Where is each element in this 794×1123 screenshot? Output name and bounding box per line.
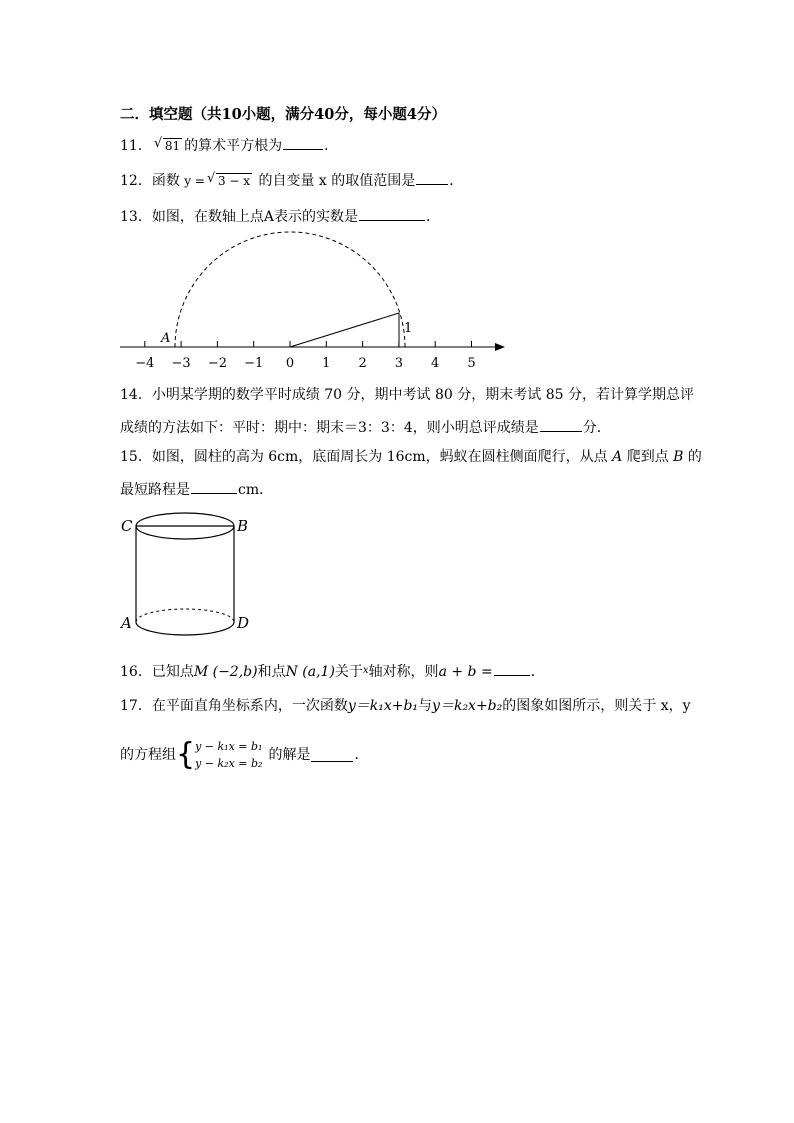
q14-text: 成绩的方法如下：平时：期中：期末＝3：3：4，则小明总评成绩是 (120, 420, 539, 436)
label-c: C (121, 517, 133, 535)
label-b: B (237, 517, 249, 535)
axis-arrow (495, 343, 505, 351)
q12-number: 12． (120, 173, 152, 189)
q17-end: ． (354, 747, 369, 763)
x-axis-symbol: x (362, 665, 369, 676)
q12-end: ． (449, 173, 464, 189)
question-14-line1: 14．小明某学期的数学平时成绩 70 分，期中考试 80 分，期末考试 85 分，若计算学期总评 (120, 387, 694, 403)
tick-label: −3 (171, 356, 191, 371)
q13-end: ． (425, 209, 440, 225)
equation-system (195, 738, 262, 772)
question-17-line1 (120, 697, 691, 715)
equation-1: y − k₁x = b₁ (195, 740, 263, 753)
q13-text: 如图，在数轴上点A表示的实数是 (151, 209, 358, 225)
label-a: A (121, 614, 132, 632)
radicand: 3 − x (217, 174, 251, 188)
function-lhs: y = (184, 174, 205, 188)
q17-with: 与 (418, 698, 433, 714)
label-d: D (237, 614, 250, 632)
q16-number: 16． (120, 664, 152, 680)
q17-text2: 的方程组 (120, 747, 176, 763)
sqrt-expression: √ 3 − x (206, 171, 251, 188)
equation-2: y − k₂x = b₂ (195, 757, 263, 770)
point-a: A (612, 449, 623, 465)
question-17-line2 (120, 738, 368, 774)
q16-pre: 已知点 (151, 664, 194, 680)
q11-text: 的算术平方根为 (184, 138, 283, 154)
q15-tail: 的 (683, 449, 702, 465)
tick-label: −2 (207, 356, 227, 371)
q13-number: 13． (120, 209, 152, 225)
q15-text: 15．如图，圆柱的高为 6cm，底面周长为 16cm，蚂蚁在圆柱侧面爬行，从点 (120, 449, 613, 465)
point-m: M (−2,b) (193, 664, 258, 680)
section-heading: 二．填空题（共10小题，满分40分，每小题4分） (120, 106, 446, 123)
q16-expr: a + b = (438, 664, 493, 680)
point-a-label: A (161, 331, 171, 346)
question-15-line2 (120, 480, 273, 499)
answer-blank[interactable] (540, 418, 582, 432)
q11-end: ． (324, 138, 339, 154)
answer-blank[interactable] (311, 748, 353, 762)
hypotenuse (290, 313, 399, 347)
q15-text2: 最短路程是 (120, 482, 190, 498)
question-14-line2 (120, 418, 611, 437)
q17-text: 17．在平面直角坐标系内，一次函数 (120, 698, 348, 714)
point-n: N (a,1) (285, 664, 335, 680)
tick-label: 4 (431, 356, 440, 371)
answer-blank[interactable] (191, 480, 237, 494)
q17-tail: 的图象如图所示，则关于 x，y (502, 698, 691, 714)
q14-end: 分． (582, 420, 611, 436)
tick-label: 3 (394, 356, 404, 371)
q11-number: 11． (120, 138, 152, 154)
q15-end: cm． (238, 482, 274, 498)
q16-end: ． (530, 664, 545, 680)
height-label: 1 (404, 321, 413, 336)
question-16 (120, 662, 545, 681)
q16-and: 和点 (257, 664, 286, 680)
q15-mid: 爬到点 (622, 449, 674, 465)
tick-label: −4 (135, 356, 155, 371)
system-brace: { (176, 737, 196, 772)
q16-about: 关于 (334, 664, 363, 680)
sqrt-expression: √ 81 (153, 136, 181, 153)
q12-pre: 函数 (151, 173, 180, 189)
dashed-arc (175, 232, 405, 347)
radicand: 81 (164, 139, 181, 153)
q17-solution-text: 的解是 (268, 747, 311, 763)
answer-blank[interactable] (494, 662, 530, 676)
tick-label: 0 (285, 356, 295, 371)
tick-label: 1 (322, 356, 331, 371)
function-2: y＝k₂x+b₂ (432, 698, 503, 714)
question-15-line1 (120, 448, 702, 466)
q12-text: 的自变量 x 的取值范围是 (258, 173, 416, 189)
tick-label: −1 (244, 356, 264, 371)
function-1: y＝k₁x+b₁ (347, 698, 419, 714)
tick-label: 5 (467, 356, 476, 371)
tick-label: 2 (358, 356, 367, 371)
point-b: B (673, 449, 684, 465)
q16-sym: 轴对称，则 (368, 664, 439, 680)
